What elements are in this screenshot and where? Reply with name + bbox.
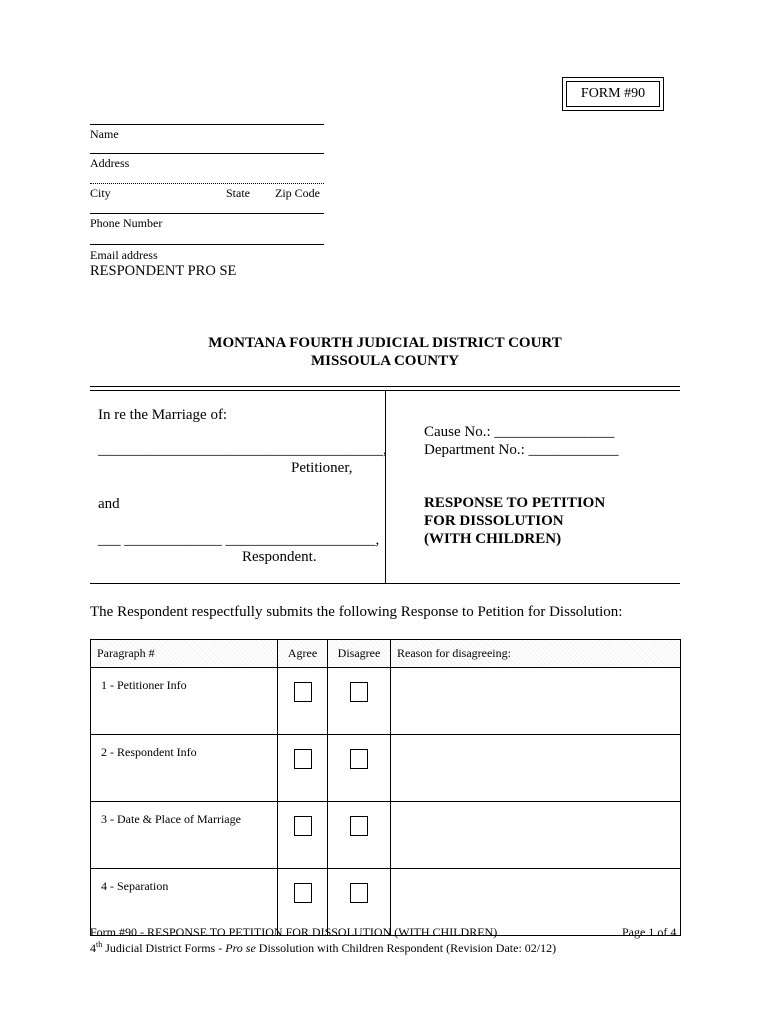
email-label: Email address [90,248,158,262]
disagree-checkbox[interactable] [350,816,368,836]
footer-text-a: Judicial District Forms - [102,941,226,955]
respondent-label: Respondent. [242,549,317,565]
agree-cell [278,668,328,735]
disagree-cell [328,735,391,802]
petitioner-label: Petitioner, [291,460,353,476]
state-label: State [226,186,250,200]
disagree-checkbox[interactable] [350,883,368,903]
agree-checkbox[interactable] [294,682,312,702]
footer-text-b: Dissolution with Children Respondent (Revision Date: 02/12) [255,941,557,955]
agree-checkbox[interactable] [294,816,312,836]
footer-superscript: th [96,940,103,949]
table-row [91,802,681,869]
phone-line[interactable] [90,213,324,214]
table-header-row [91,640,681,668]
footer-form-title: Form #90 - RESPONSE TO PETITION FOR DISSOLUTION (WITH CHILDREN) [90,925,498,939]
reason-field[interactable] [391,735,681,802]
address-label: Address [90,156,130,170]
petitioner-name-line[interactable]: ______________________________________, [98,442,387,458]
header-reason: Reason for disagreeing: [391,640,681,668]
in-re-marriage: In re the Marriage of: [98,407,228,423]
intro-text: The Respondent respectfully submits the following Response to Petition for Dissolution: [90,604,623,620]
header-agree: Agree [278,640,328,668]
paragraph-cell: 3 - Date & Place of Marriage [91,802,278,869]
agree-cell [278,802,328,869]
table-row [91,668,681,735]
cause-number[interactable]: Cause No.: ________________ [424,424,615,440]
agree-checkbox[interactable] [294,749,312,769]
court-county: MISSOULA COUNTY [311,353,459,369]
footer-district-number: 4 [90,941,96,955]
paragraph-cell: 2 - Respondent Info [91,735,278,802]
address-line[interactable] [90,153,324,154]
table-row [91,735,681,802]
doc-title-line3: (WITH CHILDREN) [424,531,562,547]
paragraph-cell: 4 - Separation [91,869,278,936]
phone-label: Phone Number [90,216,163,230]
city-line[interactable] [90,183,324,184]
form-number: FORM #90 [566,81,660,107]
disagree-checkbox[interactable] [350,749,368,769]
zip-label: Zip Code [275,186,320,200]
name-line[interactable] [90,124,324,125]
reason-field[interactable] [391,802,681,869]
reason-field[interactable] [391,668,681,735]
form-number-box [562,77,664,111]
doc-title-line1: RESPONSE TO PETITION [424,495,606,511]
respondent-name-line[interactable]: ___ _____________ ____________________, [98,532,380,548]
response-table [90,639,681,936]
agree-checkbox[interactable] [294,883,312,903]
and-label: and [98,496,120,512]
paragraph-cell: 1 - Petitioner Info [91,668,278,735]
court-name: MONTANA FOURTH JUDICIAL DISTRICT COURT [208,335,562,351]
caption-top-rule-1 [90,386,680,387]
name-label: Name [90,127,119,141]
disagree-cell [328,668,391,735]
caption-bottom-rule [90,583,680,584]
disagree-checkbox[interactable] [350,682,368,702]
agree-cell [278,735,328,802]
footer-district-line [90,940,556,956]
department-number[interactable]: Department No.: ____________ [424,442,619,458]
footer-page-number: Page 1 of 4 [622,925,677,939]
header-disagree: Disagree [328,640,391,668]
header-paragraph: Paragraph # [91,640,278,668]
disagree-cell [328,802,391,869]
caption-divider [385,390,386,583]
email-line[interactable] [90,244,324,245]
footer-pro-se: Pro se [225,941,256,955]
doc-title-line2: FOR DISSOLUTION [424,513,564,529]
city-label: City [90,186,111,200]
respondent-pro-se: RESPONDENT PRO SE [90,263,237,279]
